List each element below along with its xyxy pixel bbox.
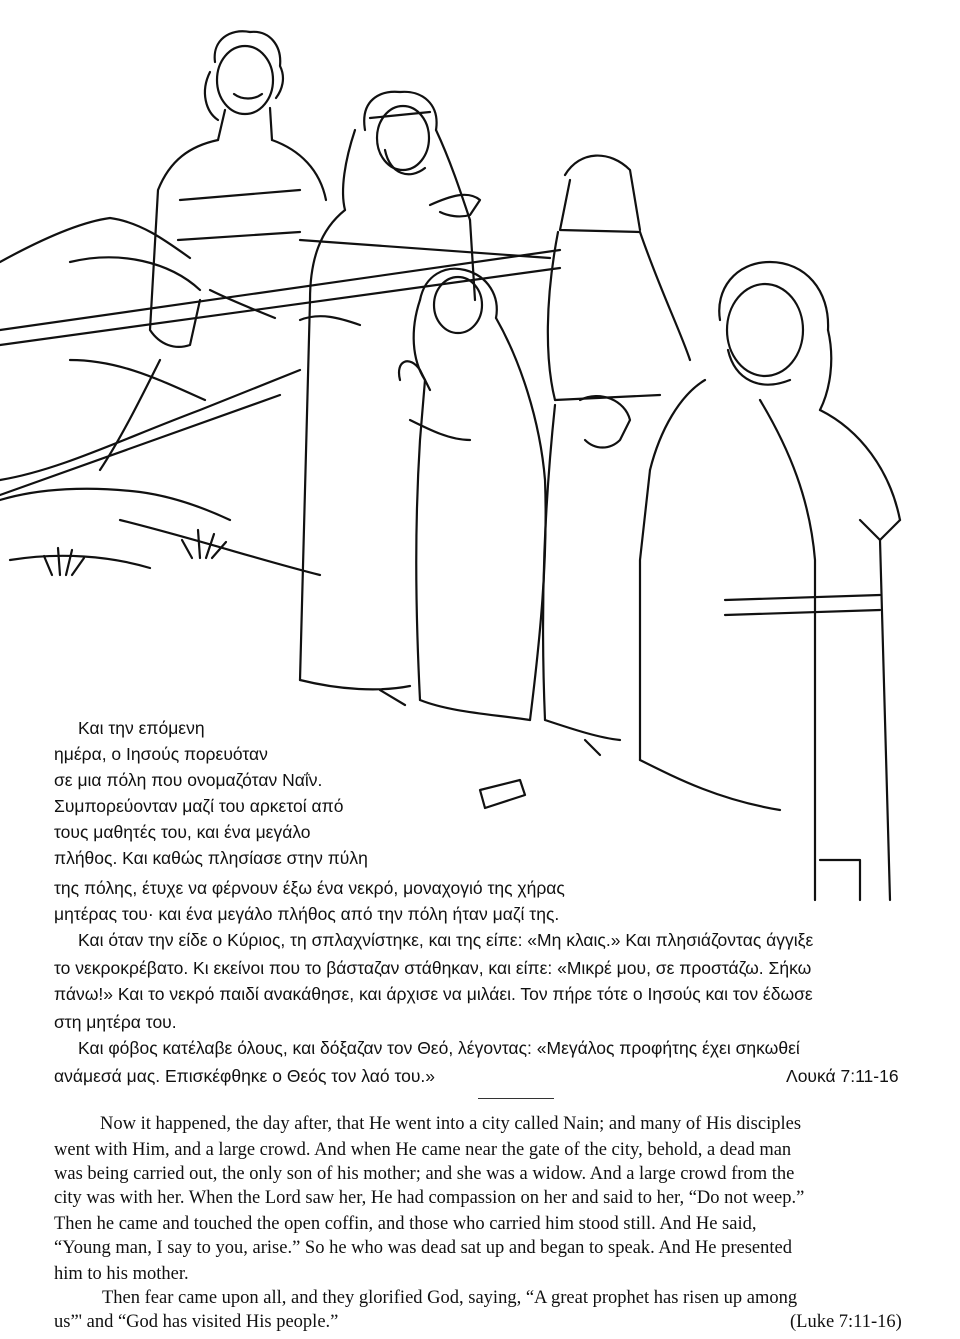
greek-line: τους μαθητές του, και ένα μεγάλο (54, 822, 311, 842)
english-line: went with Him, and a large crowd. And when He came near the gate of the city, behold, a dead man (54, 1140, 792, 1160)
divider-line (478, 1098, 554, 1099)
bier-icon (0, 240, 560, 495)
greek-line: Και φόβος κατέλαβε όλους, και δόξαζαν τον Θεό, λέγοντας: «Μεγάλος προφήτης έχει σηκωθεί (78, 1038, 800, 1058)
jesus (580, 262, 900, 900)
english-line: Then fear came upon all, and they glorified God, saying, “A great prophet has risen up among (102, 1288, 798, 1308)
english-line: Now it happened, the day after, that He went into a city called Nain; and many of His disciples (100, 1114, 802, 1134)
english-line: was being carried out, the only son of his mother; and she was a widow. And a large crowd from the (54, 1164, 795, 1184)
greek-line: Συμπορεύονταν μαζί του αρκετοί από (54, 796, 344, 816)
greek-line: ημέρα, ο Ιησούς πορευόταν (54, 744, 268, 764)
greek-line: μητέρας του· και ένα μεγάλο πλήθος από την πόλη ήταν μαζί της. (54, 904, 560, 924)
hills-icon (0, 218, 320, 575)
greek-line: ανάμεσά μας. Επισκέφθηκε ο Θεός τον λαό του.» (54, 1066, 436, 1086)
greek-line: της πόλης, έτυχε να φέρνουν έξω ένα νεκρό, μοναχογιό της χήρας (54, 878, 565, 898)
greek-line: στη μητέρα του. (54, 1012, 177, 1032)
veiled-woman (543, 156, 690, 755)
english-line: us”' and “God has visited His people.” (54, 1312, 339, 1332)
greek-reference: Λουκά 7:11-16 (786, 1066, 899, 1086)
man-carrying-bier-center (300, 92, 480, 705)
english-line: Then he came and touched the open coffin, and those who carried him stood still. And He said, (54, 1214, 757, 1234)
english-line: him to his mother. (54, 1264, 189, 1284)
greek-line: Και την επόμενη (78, 718, 205, 738)
greek-line: σε μια πόλη που ονομαζόταν Ναΐν. (54, 770, 323, 790)
widow-mother (300, 269, 546, 808)
english-line: “Young man, I say to you, arise.” So he who was dead sat up and began to speak. And He presented (54, 1238, 792, 1258)
greek-line: Και όταν την είδε ο Κύριος, τη σπλαχνίστηκε, και της είπε: «Μη κλαις.» Και πλησιάζοντας άγγιξε (78, 930, 814, 950)
english-line: city was with her. When the Lord saw her, He had compassion on her and said to her, “Do not weep.” (54, 1188, 805, 1208)
grass-icon (44, 530, 226, 575)
greek-line: πάνω!» Και το νεκρό παιδί ανακάθησε, και άρχισε να μιλάει. Τον πήρε τότε ο Ιησούς και τον έδωσε (54, 984, 813, 1004)
english-reference: (Luke 7:11-16) (790, 1312, 902, 1332)
greek-line: το νεκροκρέβατο. Κι εκείνοι που το βάσταζαν στάθηκαν, και είπε: «Μικρέ μου, σε προστάζω. Σήκω (54, 958, 812, 978)
greek-line: πλήθος. Και καθώς πλησίασε στην πύλη (54, 848, 368, 868)
